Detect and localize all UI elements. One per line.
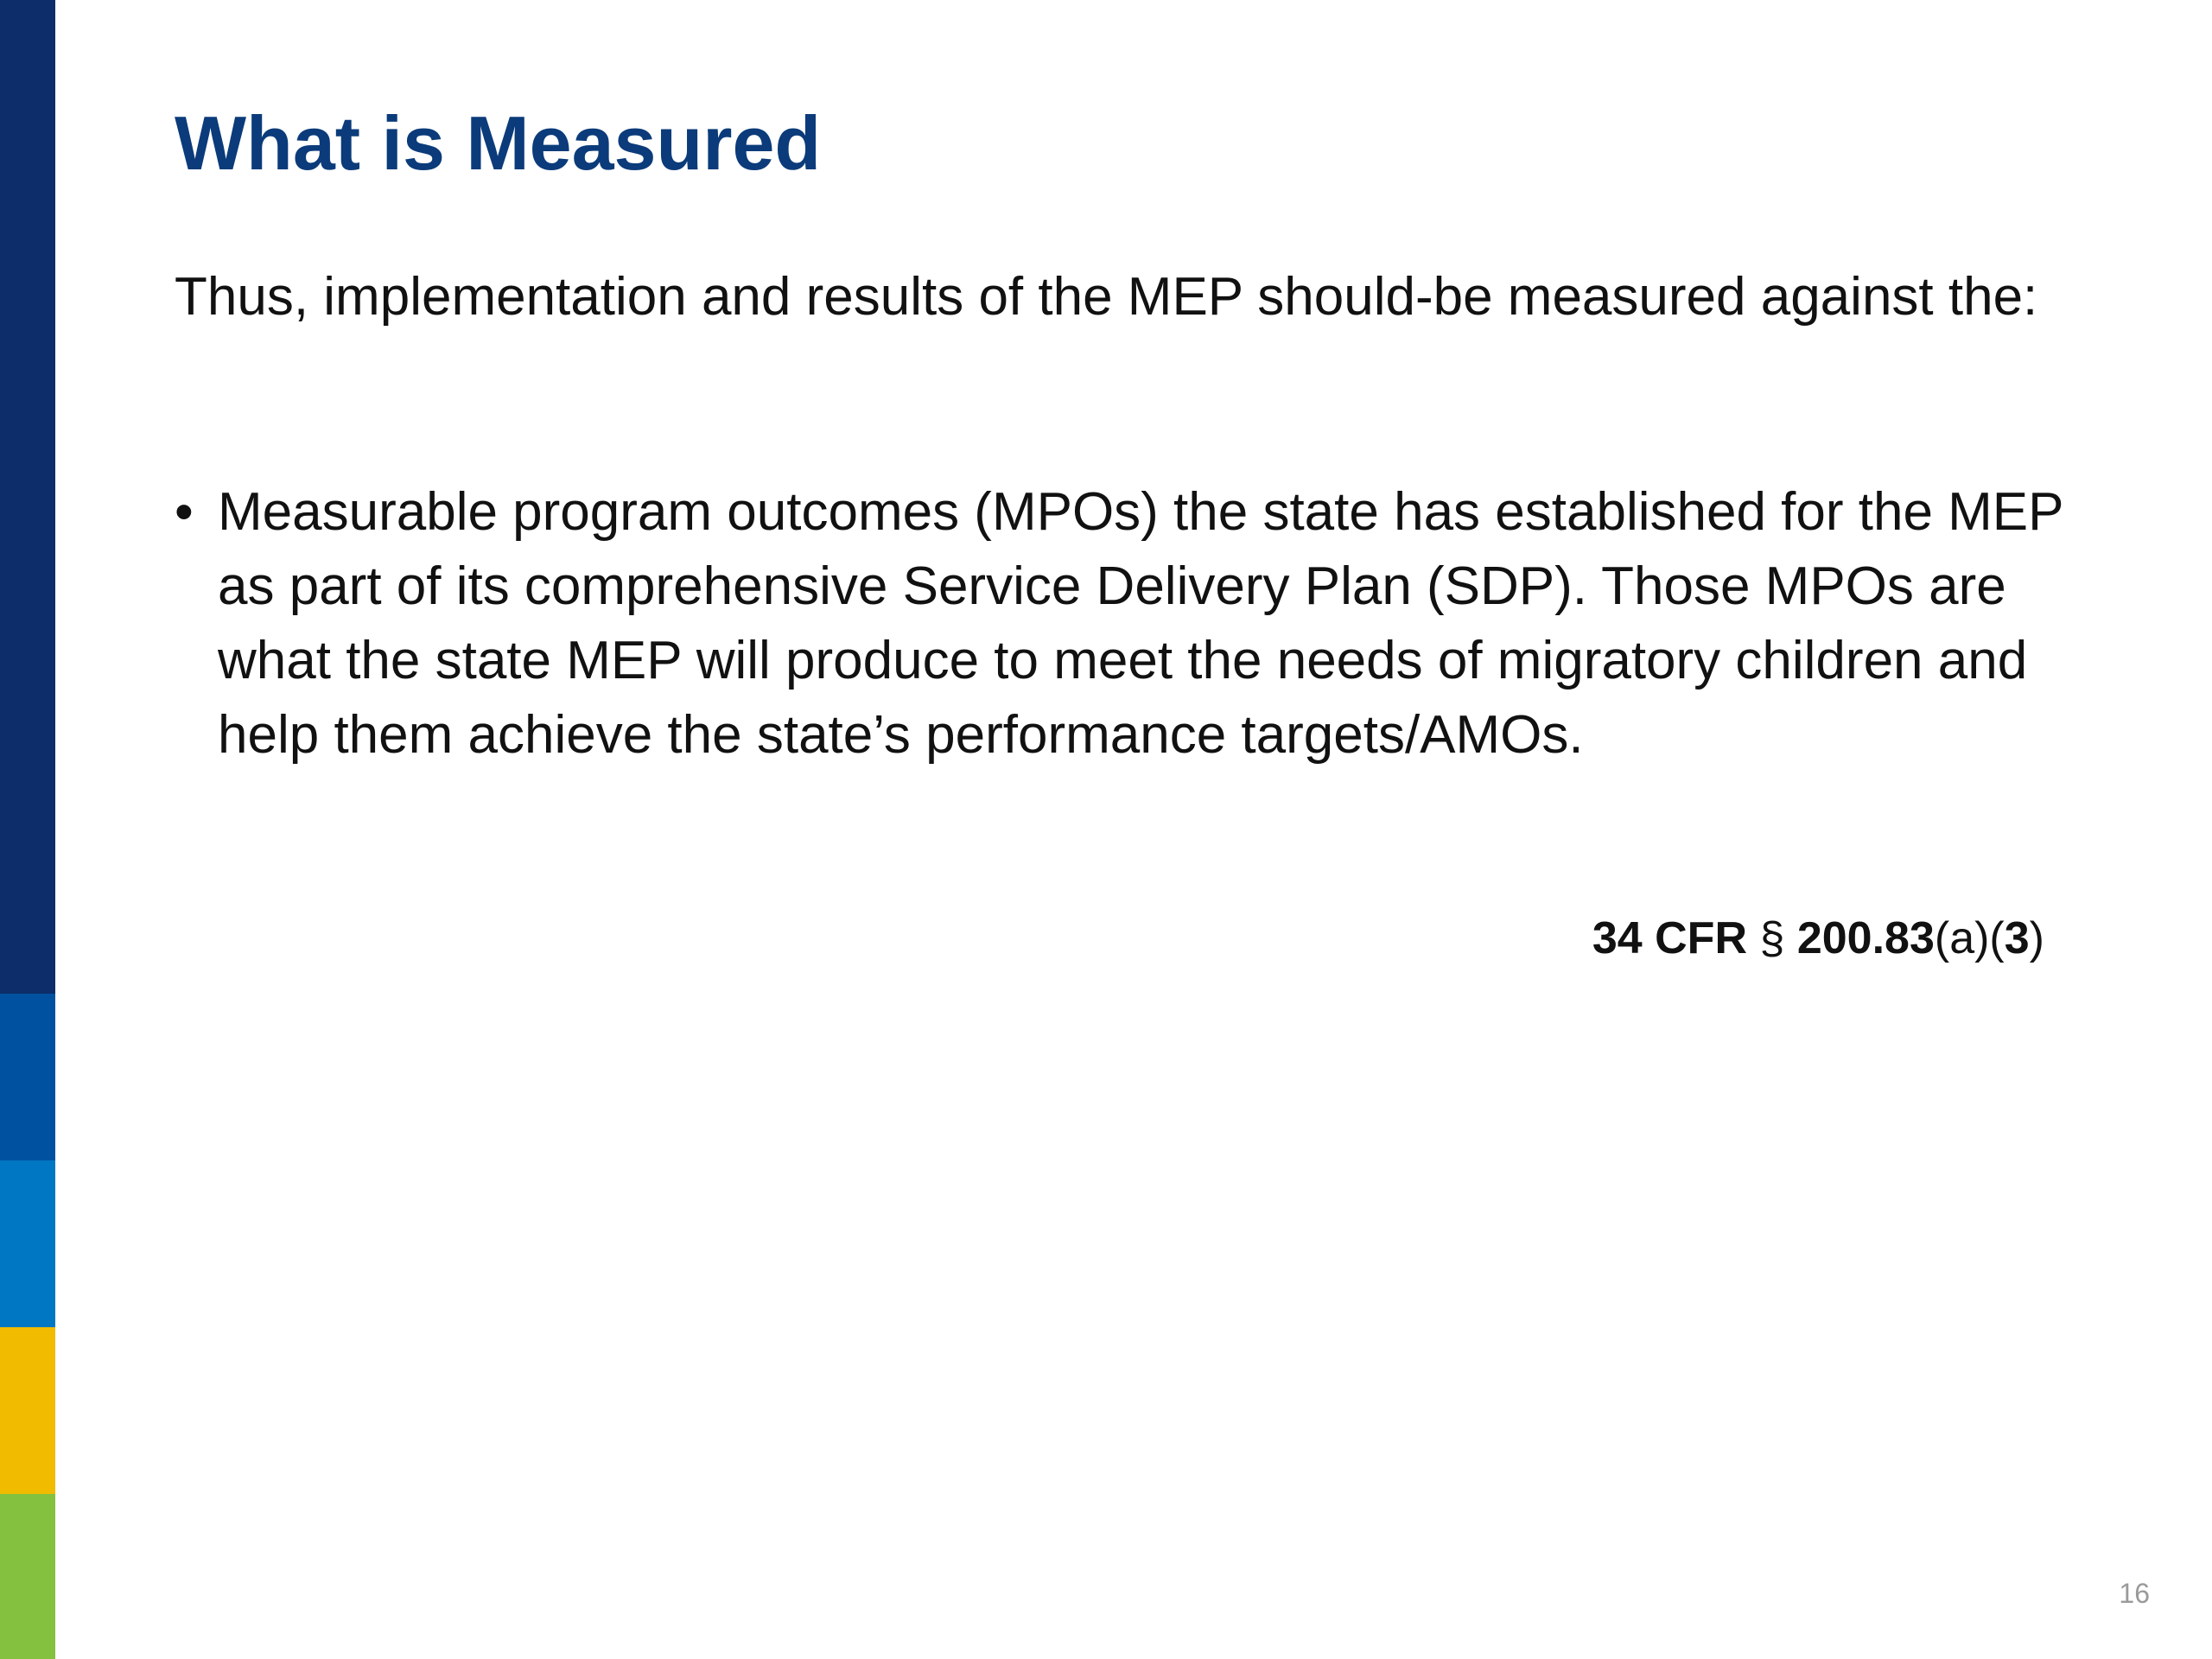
side-bar-navy-segment (0, 0, 55, 994)
bullet-item (175, 475, 2075, 772)
side-bar-blue-segment (0, 994, 55, 1160)
citation-section-sign: § (1747, 913, 1797, 963)
citation-part: 200.83 (1796, 913, 1935, 963)
page-number: 16 (2119, 1578, 2150, 1609)
slide-title: What is Measured (175, 100, 822, 186)
citation-part: 3 (2004, 913, 2030, 963)
decorative-side-bar (0, 0, 55, 1659)
side-bar-light-blue-segment (0, 1160, 55, 1327)
citation-part: (a)( (1934, 913, 2005, 963)
side-bar-yellow-segment (0, 1327, 55, 1494)
bullet-list (175, 475, 2075, 772)
side-bar-green-segment (0, 1494, 55, 1659)
bullet-text: Measurable program outcomes (MPOs) the state has established for the MEP as part of its comprehensive Service Delivery Plan (SDP). Those MPOs are what the state MEP will produce to meet the needs of migratory children and help them achieve the state’s performance targets/AMOs. (218, 482, 2063, 765)
citation (1592, 909, 2044, 968)
bullet-marker: • (175, 482, 194, 542)
citation-part: 34 CFR (1592, 913, 1747, 963)
citation-part: ) (2029, 913, 2044, 963)
intro-text: Thus, implementation and results of the MEP should-be measured against the: (175, 267, 2038, 327)
